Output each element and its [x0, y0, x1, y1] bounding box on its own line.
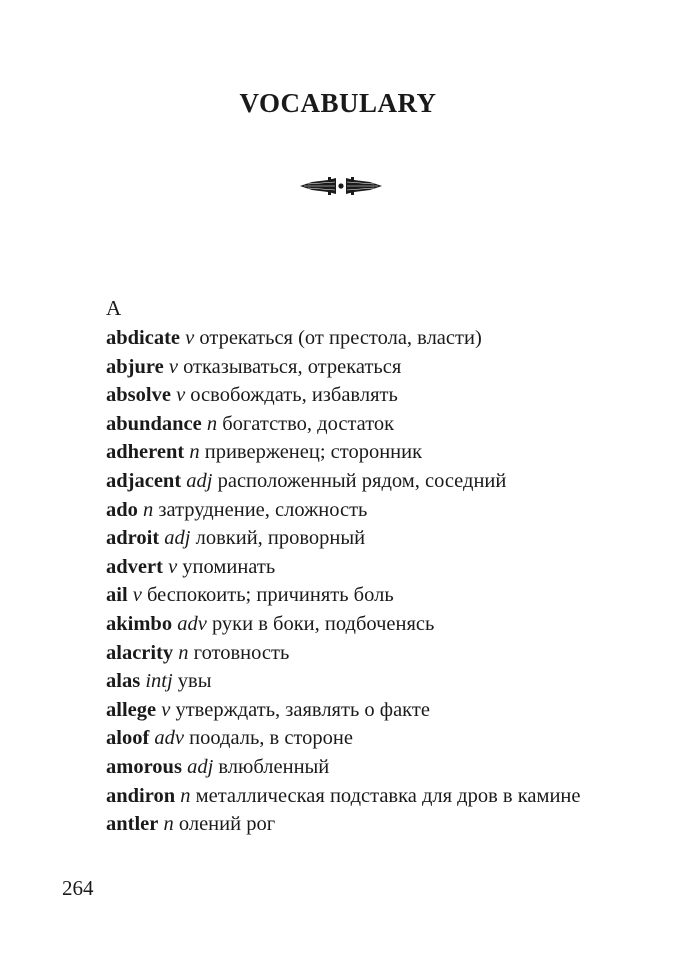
- vocab-entry: [106, 753, 616, 782]
- vocab-entry: [106, 724, 616, 753]
- entry-pos: adv: [177, 612, 207, 635]
- entry-definition: упоминать: [182, 555, 276, 578]
- entry-definition: ловкий, проворный: [195, 527, 366, 550]
- entry-pos: n: [180, 784, 191, 807]
- entry-word: abundance: [106, 412, 202, 435]
- vocab-entry: [106, 324, 616, 353]
- vocab-entry: [106, 581, 616, 610]
- entry-word: aloof: [106, 727, 150, 750]
- vocab-entry: [106, 353, 616, 382]
- entry-definition: затруднение, сложность: [158, 498, 368, 521]
- decorative-fleuron-icon: [298, 176, 384, 196]
- vocab-entry: [106, 524, 616, 553]
- entry-word: alas: [106, 670, 141, 693]
- entry-definition: отказываться, отрекаться: [183, 355, 402, 378]
- entry-pos: adj: [186, 469, 213, 492]
- entry-definition: отрекаться (от престола, власти): [199, 327, 482, 349]
- entry-definition: олений рог: [178, 813, 276, 836]
- section-letter: A: [106, 296, 122, 320]
- vocab-entry: [106, 696, 616, 725]
- entry-pos: adj: [164, 527, 191, 550]
- page-title: VOCABULARY: [239, 88, 437, 118]
- entry-pos: v: [168, 555, 178, 578]
- page-number: 264: [62, 876, 94, 900]
- entry-word: abjure: [106, 355, 164, 378]
- vocab-entry: [106, 610, 616, 639]
- entry-pos: n: [143, 498, 154, 521]
- entry-definition: расположенный рядом, соседний: [217, 469, 507, 492]
- entry-pos: n: [178, 641, 189, 664]
- entry-pos: v: [176, 384, 186, 407]
- entry-definition: руки в боки, подбоченясь: [211, 612, 435, 635]
- entry-word: advert: [106, 555, 163, 578]
- entry-word: antler: [106, 813, 159, 836]
- vocab-entry: [106, 782, 616, 811]
- entry-word: adjacent: [106, 469, 182, 492]
- entry-word: akimbo: [106, 612, 173, 635]
- vocab-entry: [106, 810, 616, 839]
- entry-word: adroit: [106, 527, 160, 550]
- vocab-entry: [106, 410, 616, 439]
- vocab-entry: [106, 667, 616, 696]
- entry-word: ail: [106, 584, 128, 607]
- entry-definition: металлическая подставка для дров в камине: [195, 784, 581, 807]
- vocab-entry: [106, 467, 616, 496]
- entry-definition: приверженец; сторонник: [204, 441, 423, 464]
- entry-word: allege: [106, 698, 157, 721]
- entry-pos: v: [161, 698, 171, 721]
- entry-definition: беспокоить; причинять боль: [147, 584, 394, 607]
- vocab-entry: [106, 438, 616, 467]
- entry-definition: утверждать, заявлять о факте: [175, 698, 430, 721]
- entry-pos: v: [168, 355, 178, 378]
- vocab-entry: [106, 381, 616, 410]
- entry-definition: увы: [177, 670, 212, 693]
- entry-word: amorous: [106, 755, 182, 778]
- entry-definition: готовность: [193, 641, 290, 664]
- vocab-entry: [106, 553, 616, 582]
- vocab-entry: [106, 496, 616, 525]
- vocabulary-list: [106, 324, 616, 839]
- entry-word: andiron: [106, 784, 176, 807]
- entry-word: alacrity: [106, 641, 174, 664]
- entry-word: abdicate: [106, 327, 181, 349]
- entry-word: adherent: [106, 441, 185, 464]
- entry-definition: влюбленный: [218, 755, 330, 778]
- entry-word: ado: [106, 498, 138, 521]
- entry-pos: v: [132, 584, 142, 607]
- entry-word: absolve: [106, 384, 171, 407]
- entry-definition: освобождать, избавлять: [190, 384, 398, 407]
- entry-pos: v: [185, 327, 195, 349]
- entry-pos: n: [163, 813, 174, 836]
- entry-pos: adv: [154, 727, 185, 750]
- entry-pos: intj: [145, 670, 173, 693]
- entry-pos: adj: [187, 755, 214, 778]
- entry-pos: n: [206, 412, 218, 435]
- entry-definition: поодаль, в стороне: [189, 727, 353, 750]
- entry-definition: богатство, достаток: [222, 412, 395, 435]
- vocab-entry: [106, 639, 616, 668]
- entry-pos: n: [189, 441, 200, 464]
